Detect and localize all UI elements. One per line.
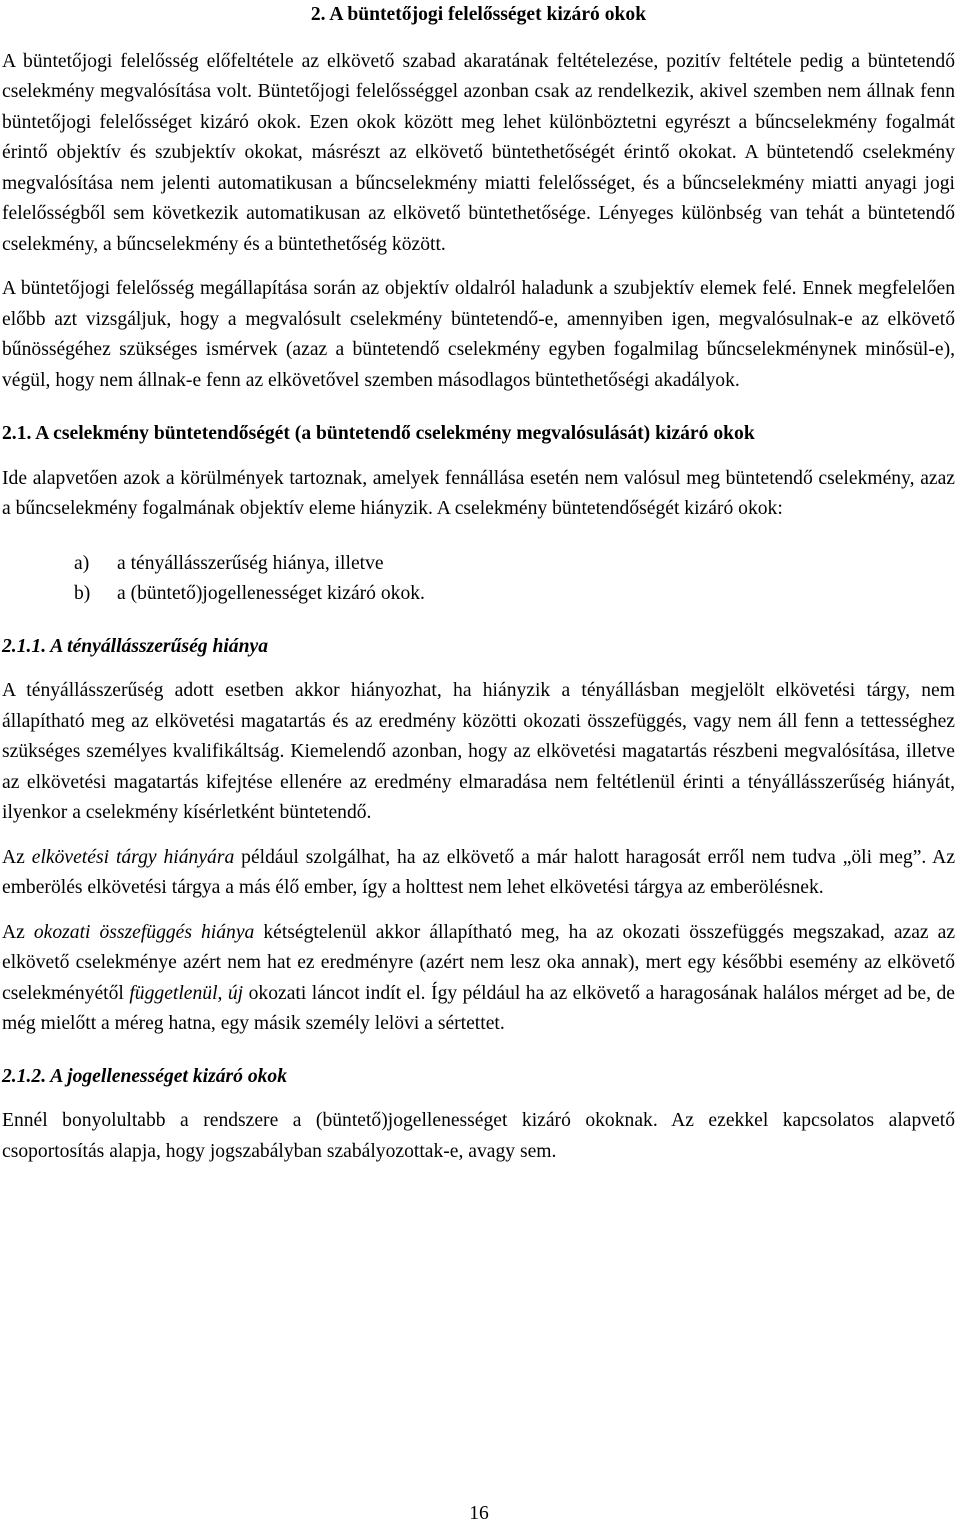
page-number: 16 xyxy=(469,1503,489,1524)
subsection-heading-2-1-2: 2.1.2. A jogellenességet kizáró okok xyxy=(2,1065,288,1087)
text-run: okozati láncot indít el. Így például ha az elkövető a haragosának halálos mérget ad be, de még mielőtt a méreg hatna, egy másik személy lelövi a sértettet. xyxy=(2,982,955,1034)
section-2-1-1-paragraph-2 xyxy=(2,843,955,904)
intro-paragraph-1: A büntetőjogi felelősség előfeltétele az elkövető szabad akaratának feltételezése, pozitív feltétele pedig a büntetendő cselekmény megvalósítása volt. Büntetőjogi felelősséggel azonban csak az rendelkezik, akivel szemben nem állnak fenn büntetőjogi felelősséget kizáró okok. Ezen okok között meg lehet különböztetni egyrészt a bűncselekmény fogalmát érintő objektív és szubjektív okokat, másrészt az elkövető büntethetőségét érintő okokat. A büntetendő cselekmény megvalósítása nem jelenti automatikusan a bűncselekmény miatti felelősséget, és a bűncselekmény miatti anyagi jogi felelősségből sem következik automatikusan az elkövető büntethetősége. Lényeges különbség van tehát a büntetendő cselekmény, a bűncselekmény és a büntethetőség között. xyxy=(2,50,955,255)
text-run: Az xyxy=(2,846,32,868)
chapter-title: 2. A büntetőjogi felelősséget kizáró okok xyxy=(310,4,647,25)
exclusion-list xyxy=(2,549,955,610)
section-heading-2-1: 2.1. A cselekmény büntetendőségét (a büntetendő cselekmény megvalósulását) kizáró okok xyxy=(2,423,755,444)
text-run: kétségtelenül akkor állapítható meg, ha az okozati összefüggés megszakad, azaz az elkövető cselekménye azért nem hat ez eredményre (azért nem lesz oka annak), mert egy későbbi esemény az elkövető cselekményétől xyxy=(2,921,956,1004)
text-run: például szolgálhat, ha az elkövető a már halott haragosát erről nem tudva „öli meg”. Az emberölés elkövetési tárgya a más élő ember, így a holttest nem lehet elkövetési tárgya az emberölésnek. xyxy=(2,846,956,898)
emphasis: elkövetési tárgy hiányára xyxy=(31,846,235,868)
list-marker: a) xyxy=(74,552,90,574)
section-2-1-2-paragraph: Ennél bonyolultabb a rendszere a (büntető)jogellenességet kizáró okoknak. Az ezekkel kapcsolatos alapvető csoportosítás alapja, hogy jogszabályban szabályozottak-e, avagy sem. xyxy=(2,1110,955,1162)
list-marker: b) xyxy=(74,583,91,604)
emphasis: okozati összefüggés hiánya xyxy=(33,921,255,943)
subsection-heading-2-1-1: 2.1.1. A tényállásszerűség hiánya xyxy=(2,635,268,657)
section-2-1-1-paragraph-1: A tényállásszerűség adott esetben akkor hiányozhat, ha hiányzik a tényállásban megjelölt elkövetési tárgy, nem állapítható meg az elkövetési magatartás és az eredmény közötti okozati összefüggés, vagy nem áll fenn a tettességhez szükséges személyes kvalifikáltság. Kiemelendő azonban, hogy az elkövetési magatartás részbeni megvalósítása, illetve az elkövetési magatartás kifejtése ellenére az eredmény elmaradása nem feltétlenül érinti a tényállásszerűség hiányát, ilyenkor a cselekmény kísérletként büntetendő. xyxy=(2,680,955,823)
list-item xyxy=(74,549,955,580)
intro-paragraph-2: A büntetőjogi felelősség megállapítása során az objektív oldalról haladunk a szubjektív elemek felé. Ennek megfelelően előbb azt vizsgáljuk, hogy a megvalósult cselekmény büntetendő-e, amennyiben igen, megvalósulnak-e az elkövető bűnösségéhez szükséges ismérvek (azaz a büntetendő cselekmény egyben fogalmilag bűncselekménynek minősül-e), végül, hogy nem állnak-e fenn az elkövetővel szemben másodlagos büntethetőségi akadályok. xyxy=(2,278,955,391)
list-item-text: a (büntető)jogellenességet kizáró okok. xyxy=(117,583,425,604)
list-item-text: a tényállásszerűség hiánya, illetve xyxy=(117,552,384,574)
text-run: Az xyxy=(2,921,34,943)
list-item xyxy=(74,579,955,610)
emphasis: függetlenül, új xyxy=(129,982,244,1004)
section-2-1-paragraph: Ide alapvetően azok a körülmények tartoznak, amelyek fennállása esetén nem valósul meg büntetendő cselekmény, azaz a bűncselekmény fogalmának objektív eleme hiányzik. A cselekmény büntetendőségét kizáró okok: xyxy=(2,467,955,519)
section-2-1-1-paragraph-3 xyxy=(2,918,955,1040)
